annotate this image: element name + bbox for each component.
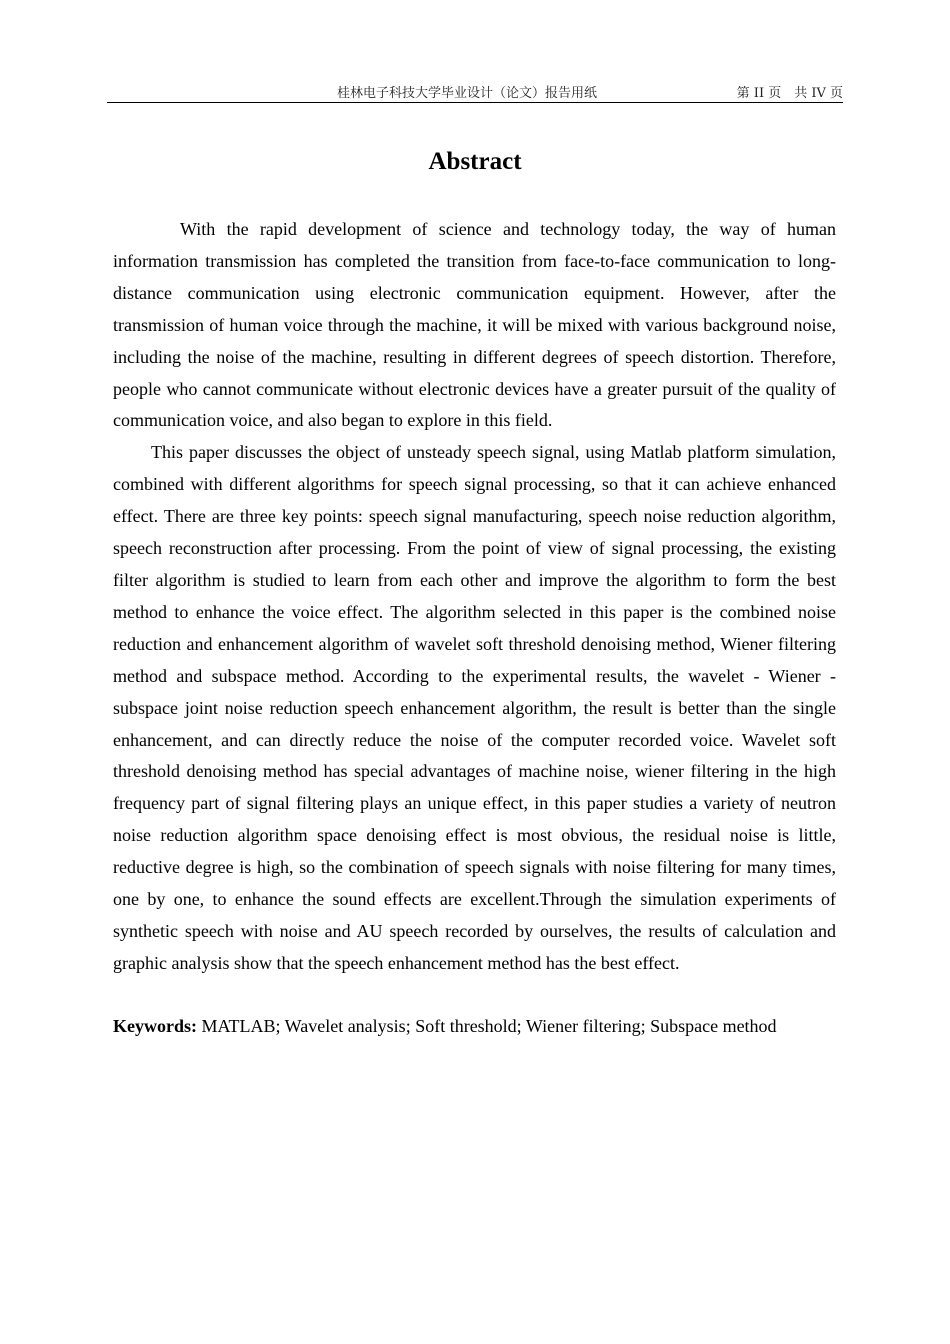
- keywords-label: Keywords:: [113, 1016, 197, 1036]
- page-header: [107, 80, 843, 103]
- abstract-body: [113, 214, 836, 980]
- keywords-list: MATLAB; Wavelet analysis; Soft threshold; Wiener filtering; Subspace method: [201, 1016, 777, 1036]
- page-indicator: 第 II 页 共 IV 页: [736, 86, 843, 101]
- abstract-title: Abstract: [428, 148, 522, 175]
- keywords-line: [113, 1011, 849, 1043]
- header-title: 桂林电子科技大学毕业设计（论文）报告用纸: [337, 86, 598, 101]
- abstract-paragraph-2: This paper discusses the object of unsteady speech signal, using Matlab platform simulation, combined with different algorithms for speech signal processing, so that it can achieve enhanced effect. There are three key points: speech signal manufacturing, speech noise reduction algorithm, speech reconstruction after processing. From the point of view of signal processing, the existing filter algorithm is studied to learn from each other and improve the algorithm to form the best method to enhance the voice effect. The algorithm selected in this paper is the combined noise reduction and enhancement algorithm of wavelet soft threshold denoising method, Wiener filtering method and subspace method. According to the experimental results, the wavelet - Wiener - subspace joint noise reduction speech enhancement algorithm, the result is better than the single enhancement, and can directly reduce the noise of the computer recorded voice. Wavelet soft threshold denoising method has special advantages of machine noise, wiener filtering in the high frequency part of signal filtering plays an unique effect, in this paper studies a variety of neutron noise reduction algorithm space denoising effect is most obvious, the residual noise is little, reductive degree is high, so the combination of speech signals with noise filtering for many times, one by one, to enhance the sound effects are excellent.Through the simulation experiments of synthetic speech with noise and AU speech recorded by ourselves, the results of calculation and graphic analysis show that the speech enhancement method has the best effect.: [113, 442, 836, 973]
- abstract-paragraph-1: With the rapid development of science and technology today, the way of human information transmission has completed the transition from face-to-face communication to long-distance communication using electronic communication equipment. However, after the transmission of human voice through the machine, it will be mixed with various background noise, including the noise of the machine, resulting in different degrees of speech distortion. Therefore, people who cannot communicate without electronic devices have a greater pursuit of the quality of communication voice, and also began to explore in this field.: [113, 219, 836, 431]
